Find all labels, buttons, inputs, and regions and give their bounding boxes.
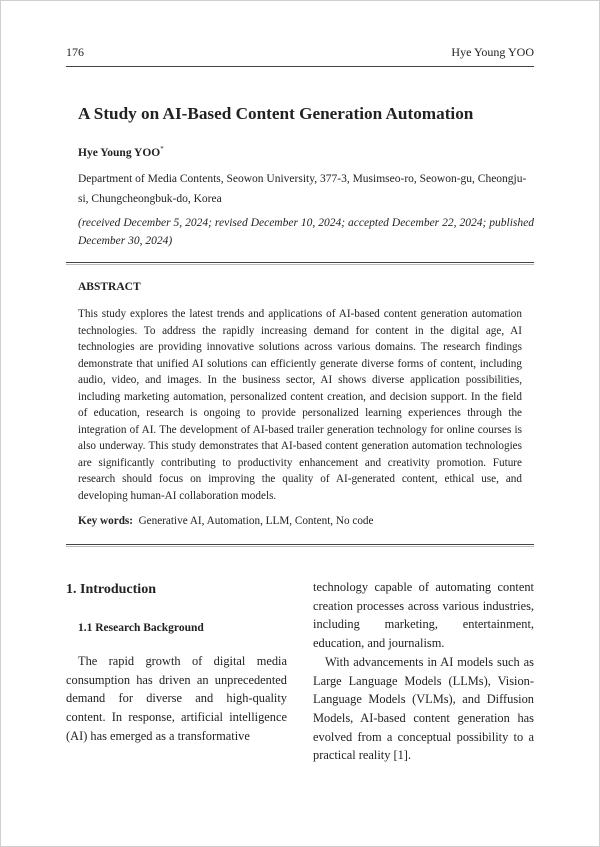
header-rule xyxy=(66,66,534,67)
abstract-heading: ABSTRACT xyxy=(78,281,141,293)
paper-title: A Study on AI-Based Content Generation Automation xyxy=(78,104,474,123)
subsection-heading: 1.1 Research Background xyxy=(78,622,204,634)
keywords-label: Key words: xyxy=(78,515,133,527)
abstract-top-rule-shadow xyxy=(66,264,534,265)
author-line xyxy=(78,145,164,159)
running-header xyxy=(66,45,534,60)
intro-paragraph-2: With advancements in AI models such as Large Language Models (LLMs), Vision-Language Models (VLMs), and Diffusion Models, AI-based content generation has evolved from a conceptual possibility to a practical reality [1]. xyxy=(313,654,534,763)
abstract-top-rule xyxy=(66,262,534,263)
affiliation: Department of Media Contents, Seowon University, 377-3, Musimseo-ro, Seowon-gu, Cheongju-si, Chungcheongbuk-do, Korea xyxy=(78,173,527,205)
section-heading: 1. Introduction xyxy=(66,582,156,597)
page-number: 176 xyxy=(66,45,84,59)
abstract-bottom-rule xyxy=(66,544,534,545)
intro-paragraph-1-continued: technology capable of automating content creation processes across various industries, including marketing, entertainment, education, and journalism. xyxy=(313,580,534,651)
abstract-body: This study explores the latest trends and applications of AI-based content generation automation technologies. To address the rapidly increasing demand for content in the digital age, AI technologies are providing innovative solutions across various domains. The research findings demonstrate that unified AI solutions can efficiently generate diverse forms of content, including audio, video, and images. In the business sector, AI shows diverse application possibilities, including marketing automation, personalized content creation, and decision support. In the field of education, research is ongoing to provide personalized learning experiences through the integration of AI. The development of AI-based trailer generation technology for online courses is also underway. This study demonstrates that AI-based content generation automation technologies are significantly contributing to productivity enhancement and creativity promotion. Future research should focus on improving the quality of AI-generated content, ethical use, and developing human-AI collaboration models. xyxy=(78,308,522,502)
running-author: Hye Young YOO xyxy=(451,45,534,59)
abstract-bottom-rule-shadow xyxy=(66,546,534,547)
left-column xyxy=(66,578,287,746)
right-column xyxy=(313,578,534,765)
intro-paragraph-1: The rapid growth of digital media consumption has driven an unprecedented demand for diverse and high-quality content. In response, artificial intelligence (AI) has emerged as a transformative xyxy=(66,654,287,743)
corresponding-author-mark: * xyxy=(160,145,164,153)
publication-dates: (received December 5, 2024; revised December 10, 2024; accepted December 22, 2024; published December 30, 2024) xyxy=(78,217,534,247)
keywords-values: Generative AI, Automation, LLM, Content, No code xyxy=(138,515,374,527)
author-name: Hye Young YOO xyxy=(78,146,161,159)
keywords-line xyxy=(78,515,373,527)
